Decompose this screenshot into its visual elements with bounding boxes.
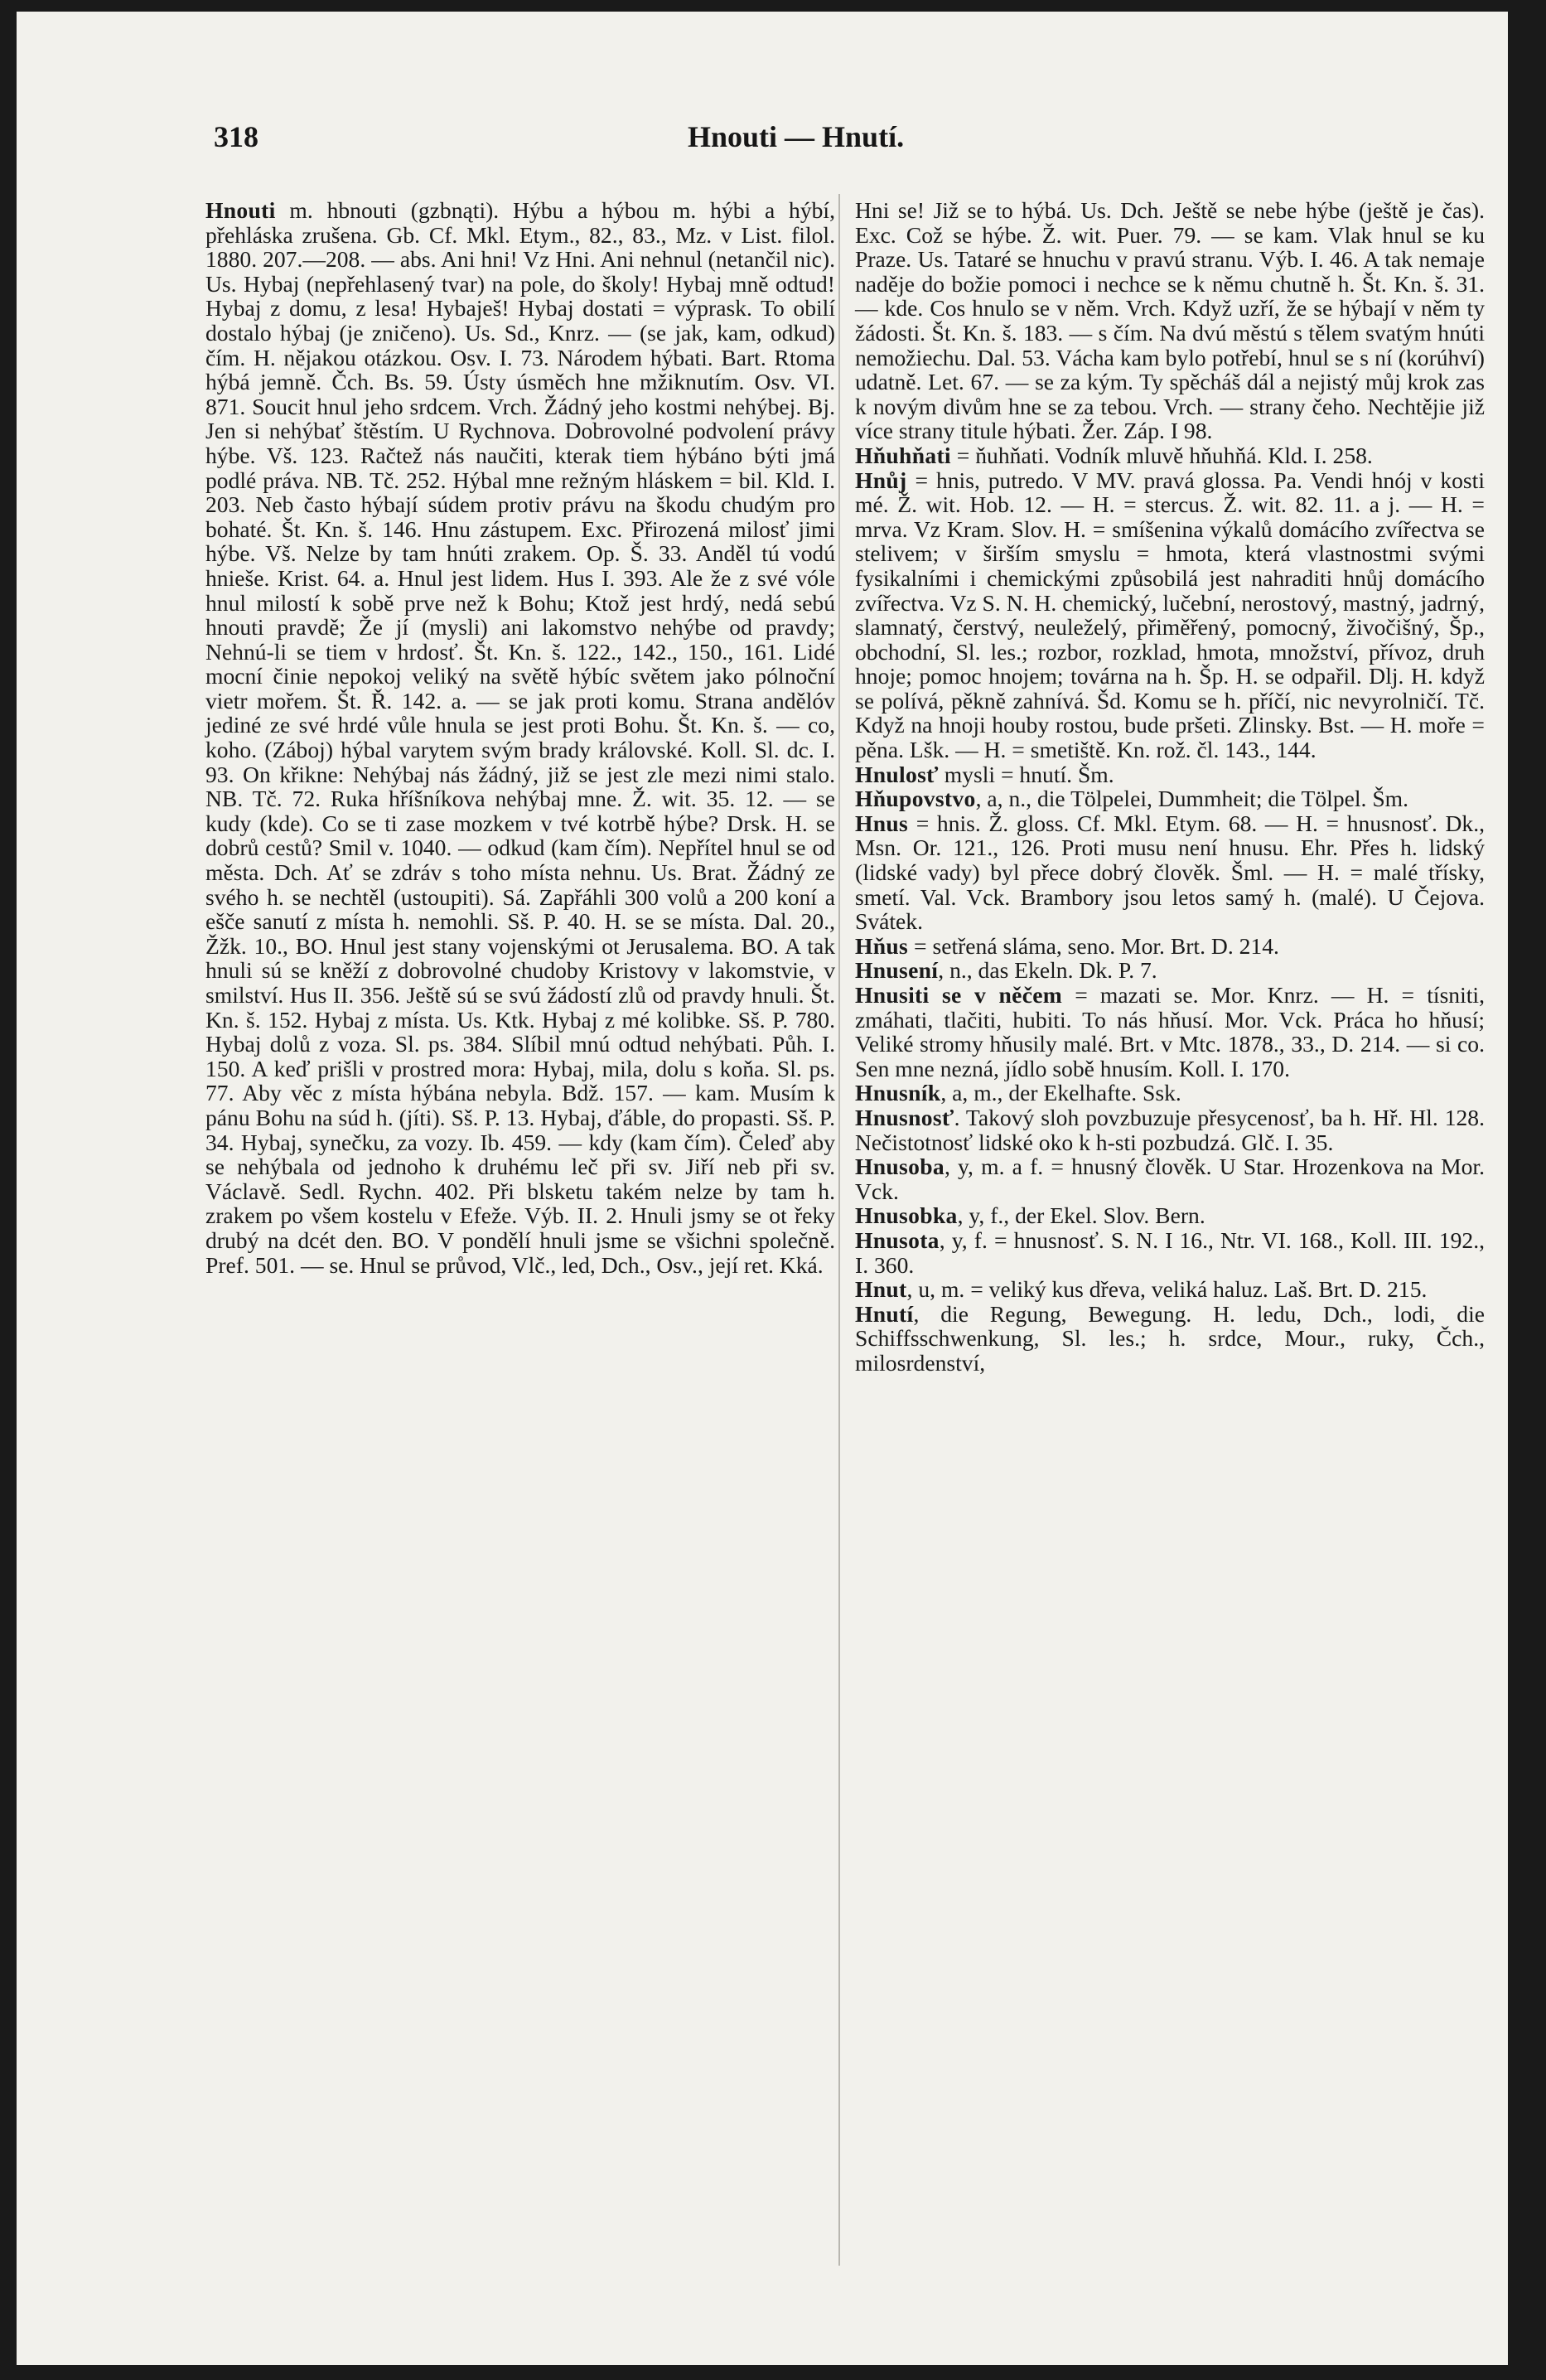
- running-head: Hnouti — Hnutí.: [688, 120, 905, 153]
- dictionary-entry: [855, 1203, 1485, 1228]
- entry-text: mysli = hnutí. Šm.: [938, 761, 1114, 787]
- entry-headword: Hnus: [855, 810, 909, 836]
- entry-headword: Hnouti: [205, 197, 276, 223]
- entry-text: , y, m. a f. = hnusný člověk. U Star. Hrozenkova na Mor. Vck.: [855, 1154, 1485, 1204]
- left-column: [205, 198, 835, 1277]
- entry-headword: Hnusoba: [855, 1154, 945, 1180]
- entry-text: , die Regung, Bewegung. H. ledu, Dch., lodi, die Schiffsschwenkung, Sl. les.; h. srdce, Mour., ruky, Čch., milosrdenství,: [855, 1300, 1485, 1376]
- page-header: [17, 119, 1508, 161]
- dictionary-entry: [855, 786, 1485, 811]
- entry-headword: Hňupovstvo: [855, 786, 976, 812]
- entry-headword: Hnulosť: [855, 761, 939, 787]
- entry-headword: Hnusota: [855, 1226, 940, 1253]
- entry-text: = hnis. Ž. gloss. Cf. Mkl. Etym. 68. — H. = hnusnosť. Dk., Msn. Or. 121., 126. Proti musu není hnusu. Ehr. Přes h. lidský (lidské vady) byl přece dobrý člověk. Šml. — H. = malé třísky, smetí. Val. Vck. Brambory jsou letos samý h. (malé). U Čejova. Svátek.: [855, 810, 1485, 935]
- entry-text: , a, m., der Ekelhafte. Ssk.: [940, 1080, 1181, 1106]
- dictionary-entry: [855, 1105, 1485, 1154]
- column-divider: [838, 194, 840, 2266]
- entry-headword: Hnut: [855, 1276, 907, 1303]
- dictionary-entry: [855, 1228, 1485, 1277]
- dictionary-entry: [855, 198, 1485, 443]
- entry-text: , y, f. = hnusnosť. S. N. I 16., Ntr. VI. 168., Koll. III. 192., I. 360.: [855, 1226, 1485, 1278]
- entry-text: , y, f., der Ekel. Slov. Bern.: [957, 1202, 1205, 1229]
- entry-headword: Hňus: [855, 932, 909, 959]
- entry-headword: Hnusník: [855, 1080, 941, 1106]
- entry-text: . Takový sloh povzbuzuje přesycenosť, ba h. Hř. Hl. 128. Nečistotnosť lidské oko k h-sti pozbudzá. Glč. I. 35.: [855, 1104, 1485, 1155]
- dictionary-entry: [855, 934, 1485, 959]
- dictionary-entry: [855, 762, 1485, 787]
- entry-text: m. hbnouti (gzbnąti). Hýbu a hýbou m. hýbi a hýbí, přehláska zrušena. Gb. Cf. Mkl. Etym., 82., 83., Mz. v List. filol. 1880. 207.—208. — abs. Ani hni! Vz Hni. Ani nehnul (netančil nic). Us. Hybaj (nepřehlasený tvar) na pole, do školy! Hybaj mně odtud! Hybaj z domu, z lesa! Hybaješ! Hybaj dostati = výprask. To obilí dostalo hýbaj (je zničeno). Us. Sd., Knrz. — (se jak, kam, odkud) čím. H. nějakou otázkou. Osv. I. 73. Národem hýbati. Bart. Rtoma hýbá jemně. Čch. Bs. 59. Ústy úsměch hne mžiknutím. Osv. VI. 871. Soucit hnul jeho srdcem. Vrch. Žádný jeho kostmi nehýbej. Bj. Jen si nehýbať štěstím. U Rychnova. Dobrovolné podvolení právy hýbe. Vš. 123. Račtež nás naučiti, kterak tiem hýbáno býti jmá podlé práva. NB. Tč. 252. Hýbal mne režným hláskem = bil. Kld. I. 203. Neb často hýbají súdem protiv právu na škodu chudým pro bohaté. Št. Kn. š. 146. Hnu zástupem. Exc. Přirozená milosť jimi hýbe. Vš. Nelze by tam hnúti zrakem. Op. Š. 33. Anděl tú vodú hnieše. Krist. 64. a. Hnul jest lidem. Hus I. 393. Ale že z své vóle hnul milostí k sobě prve než k Bohu; Ktož jest hrdý, nedá sebú hnouti pravdě; Že jí (mysli) ani lakomstvo nehýbe od pravdy; Nehnú-li se tiem v hrdosť. Št. Kn. š. 122., 142., 150., 161. Lidé mocní činie nepokoj veliký na světě hýbíc světem jako pólnoční vietr mořem. Št. Ř. 142. a. — se jak proti komu. Strana andělóv jediné ze své hrdé vůle hnula se jest proti Bohu. Št. Kn. š. — co, koho. (Záboj) hýbal varytem svým brady královské. Koll. Sl. dc. I. 93. On křikne: Nehýbaj nás žádný, již se jest zle mezi nimi stalo. NB. Tč. 72. Ruka hříšníkova nehýbaj mne. Ž. wit. 35. 12. — se kudy (kde). Co se ti zase mozkem v tvé kotrbě hýbe? Drsk. H. se dobrů cestů? Smil v. 1040. — odkud (kam čím). Nepřítel hnul se od města. Dch. Ať se zdráv s toho místa nehnu. Us. Brat. Žádný ze svého h. se nechtěl (ustoupiti). Sá. Zapřáhli 300 volů a 200 koní a ešče sanutí z místa h. nemohli. Sš. P. 40. H. se se místa. Dal. 20., Žžk. 10., BO. Hnul jest stany vojenskými ot Jerusalema. BO. A tak hnuli sú se kněží z dobrovolné chudoby Kristovy v lakomstvie, v smilství. Hus II. 356. Ještě sú se svú žádostí zlů od pravdy hnuli. Št. Kn. š. 152. Hybaj z místa. Us. Ktk. Hybaj z mé kolibke. Sš. P. 780. Hybaj dolů z voza. Sl. ps. 384. Slíbil mnú odtud nehýbati. Půh. I. 150. A keď prišli v prostred mora: Hybaj, mila, dolu s koňa. Sl. ps. 77. Aby věc z místa hýbána nebyla. Bdž. 157. — kam. Musím k pánu Bohu na súd h. (jíti). Sš. P. 13. Hybaj, ďáble, do propasti. Sš. P. 34. Hybaj, synečku, za vozy. Ib. 459. — kdy (kam čím). Čeleď aby se nehýbala od jednoho k druhému leč při sv. Jiří neb při sv. Václavě. Sedl. Rychn. 402. Při blsketu takém nelze by tam h. zrakem po všem kostelu v Efeže. Výb. II. 2. Hnuli jsmy se ot řeky drubý na dcét den. BO. V pondělí hnuli jsme se všichni společně. Pref. 501. — se. Hnul se průvod, Vlč., led, Dch., Osv., její ret. Kká.: [205, 197, 835, 1278]
- dictionary-entry: [855, 443, 1485, 468]
- entry-text: = setřená sláma, seno. Mor. Brt. D. 214.: [908, 932, 1279, 959]
- entry-headword: Hnutí: [855, 1300, 914, 1327]
- entry-headword: Hnusobka: [855, 1202, 958, 1229]
- entry-text: = mazati se. Mor. Knrz. — H. = tísniti, zmáhati, tlačiti, hubiti. To nás hňusí. Mor. Vck. Práca ho hňusí; Veliké stromy hňusily malé. Brt. v Mtc. 1878., 33., D. 214. — si co. Sen mne nezná, jídlo sobě hnusím. Koll. I. 170.: [855, 982, 1485, 1081]
- entry-headword: Hnusení: [855, 957, 939, 984]
- entry-headword: Hňuhňati: [855, 442, 951, 468]
- entry-headword: Hnůj: [855, 467, 907, 493]
- dictionary-entry: [855, 1081, 1485, 1105]
- dictionary-entry: [855, 468, 1485, 762]
- entry-headword: Hnusnosť: [855, 1104, 954, 1130]
- dictionary-entry: [855, 811, 1485, 934]
- right-column: [855, 198, 1485, 1376]
- entry-text: Hni se! Již se to hýbá. Us. Dch. Ještě se nebe hýbe (ještě je čas). Exc. Což se hýbe. Ž. wit. Puer. 79. — se kam. Vlak hnul se ku Praze. Us. Tataré se hnuchu v pravú stranu. Výb. I. 46. A tak nemaje naděje do božie pomoci i nechce se k němu chutně h. Št. Kn. š. 31. — kde. Cos hnulo se v něm. Vrch. Když uzří, že se hýbají v něm ty žádosti. Št. Kn. š. 183. — s čím. Na dvú městú s tělem svatým hnúti nemožiechu. Dal. 53. Vácha kam bylo potřebí, hnul se s ní (korúhví) udatně. Let. 67. — se za kým. Ty spěcháš dál a nejistý můj krok zas k novým divům hne se za tebou. Vrch. — strany čeho. Nechtějie již více strany titule hýbati. Žer. Záp. I 98.: [855, 197, 1485, 444]
- dictionary-entry: [855, 983, 1485, 1081]
- entry-headword: Hnusiti se v něčem: [855, 982, 1063, 1008]
- dictionary-entry: [855, 1277, 1485, 1302]
- dictionary-entry: [205, 198, 835, 1277]
- dictionary-entry: [855, 1302, 1485, 1376]
- entry-text: = ňuhňati. Vodník mluvě hňuhňá. Kld. I. 258.: [950, 442, 1373, 468]
- page-number: 318: [214, 120, 258, 153]
- dictionary-entry: [855, 958, 1485, 983]
- entry-text: = hnis, putredo. V MV. pravá glossa. Pa. Vendi hnój v kosti mé. Ž. wit. Hob. 12. — H. = stercus. Ž. wit. 82. 11. a j. — H. = mrva. Vz Kram. Slov. H. = smíšenina výkalů domácího zvířectva se stelivem; v širším smyslu = hmota, která vlastnostmi svými fysikalními i chemickými způsobilá jest nahraditi hnůj domácího zvířectva. Vz S. N. H. chemický, lučební, nerostový, mastný, jadrný, slamnatý, čerstvý, neuleželý, přiměřený, pomocný, živočišný, Šp., obchodní, Sl. les.; rozbor, rozklad, hmota, množství, přívoz, druh hnoje; pomoc hnojem; továrna na h. Šp. H. se odpařil. Dlj. H. když se polívá, pěkně zahnívá. Šd. Komu se h. příčí, nic nevyrolničí. Tč. Když na hnoji houby rostou, bude pršeti. Zlinsky. Bst. — H. moře = pěna. Lšk. — H. = smetiště. Kn. rož. čl. 143., 144.: [855, 467, 1485, 763]
- dictionary-page: [17, 12, 1508, 2365]
- entry-text: , a, n., die Tölpelei, Dummheit; die Tölpel. Šm.: [975, 786, 1409, 812]
- entry-text: , n., das Ekeln. Dk. P. 7.: [938, 957, 1157, 984]
- entry-text: , u, m. = veliký kus dřeva, veliká haluz. Laš. Brt. D. 215.: [906, 1276, 1428, 1303]
- dictionary-entry: [855, 1154, 1485, 1203]
